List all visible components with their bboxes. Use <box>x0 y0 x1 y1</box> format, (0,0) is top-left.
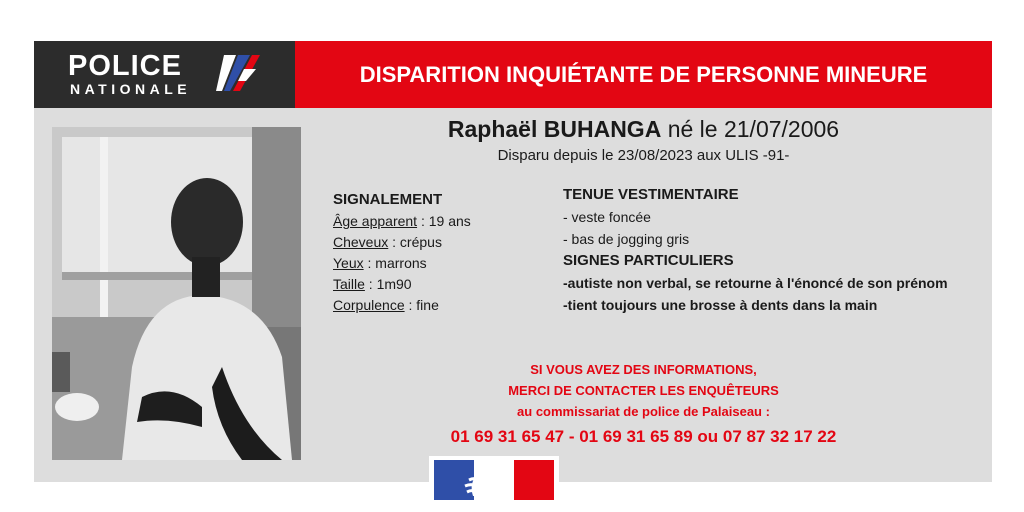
attribute-label: Corpulence <box>333 297 405 313</box>
attribute-value: : fine <box>404 297 439 313</box>
contact-line: SI VOUS AVEZ DES INFORMATIONS, <box>530 362 757 377</box>
clothing-item: - veste foncée <box>563 209 651 225</box>
attribute-value: : 19 ans <box>417 213 471 229</box>
clothing-section <box>563 184 973 316</box>
attribute-hair <box>333 232 543 253</box>
missing-since: Disparu depuis le 23/08/2023 aux ULIS -91- <box>497 147 790 164</box>
attribute-label: Cheveux <box>333 234 389 250</box>
person-name-line <box>295 115 992 143</box>
missing-person-card <box>34 41 992 482</box>
clothing-item: - bas de jogging gris <box>563 231 690 247</box>
attribute-label: Âge apparent <box>333 213 418 229</box>
alert-banner <box>295 41 992 108</box>
clothing-title: TENUE VESTIMENTAIRE <box>563 186 739 203</box>
person-name: Raphaël BUHANGA <box>447 116 662 142</box>
attribute-value: : 1m90 <box>364 276 412 292</box>
attribute-eyes <box>333 253 543 274</box>
police-nationale-logo <box>34 41 295 108</box>
birth-date: né le 21/07/2006 <box>661 116 840 142</box>
attribute-label: Taille <box>333 276 365 292</box>
signalement-title: SIGNALEMENT <box>333 191 443 208</box>
contact-section <box>295 359 992 449</box>
photo-image <box>52 127 301 460</box>
phone-numbers: 01 69 31 65 47 - 01 69 31 65 89 ou 07 87 32 17 22 <box>450 427 837 446</box>
signalement-section <box>333 189 543 316</box>
distinctive-sign-item: -autiste non verbal, se retourne à l'énoncé de son prénom <box>563 275 948 291</box>
attribute-build <box>333 295 543 316</box>
attribute-label: Yeux <box>333 255 364 271</box>
brand-police-text: POLICE <box>68 50 182 82</box>
missing-person-photo <box>52 127 301 460</box>
attribute-height <box>333 274 543 295</box>
attribute-value: : crépus <box>388 234 442 250</box>
distinctive-sign-item: -tient toujours une brosse à dents dans la main <box>563 297 878 313</box>
brand-nationale-text: NATIONALE <box>70 81 192 97</box>
attribute-value: : marrons <box>363 255 427 271</box>
contact-line: MERCI DE CONTACTER LES ENQUÊTEURS <box>508 383 779 398</box>
alert-title: DISPARITION INQUIÉTANTE DE PERSONNE MINEURE <box>359 62 928 87</box>
attribute-age <box>333 211 543 232</box>
distinctive-signs-title: SIGNES PARTICULIERS <box>563 252 734 269</box>
marianne-flag-icon <box>429 456 559 504</box>
tricolor-stripes-icon <box>216 53 260 93</box>
contact-line: au commissariat de police de Palaiseau : <box>517 404 770 419</box>
